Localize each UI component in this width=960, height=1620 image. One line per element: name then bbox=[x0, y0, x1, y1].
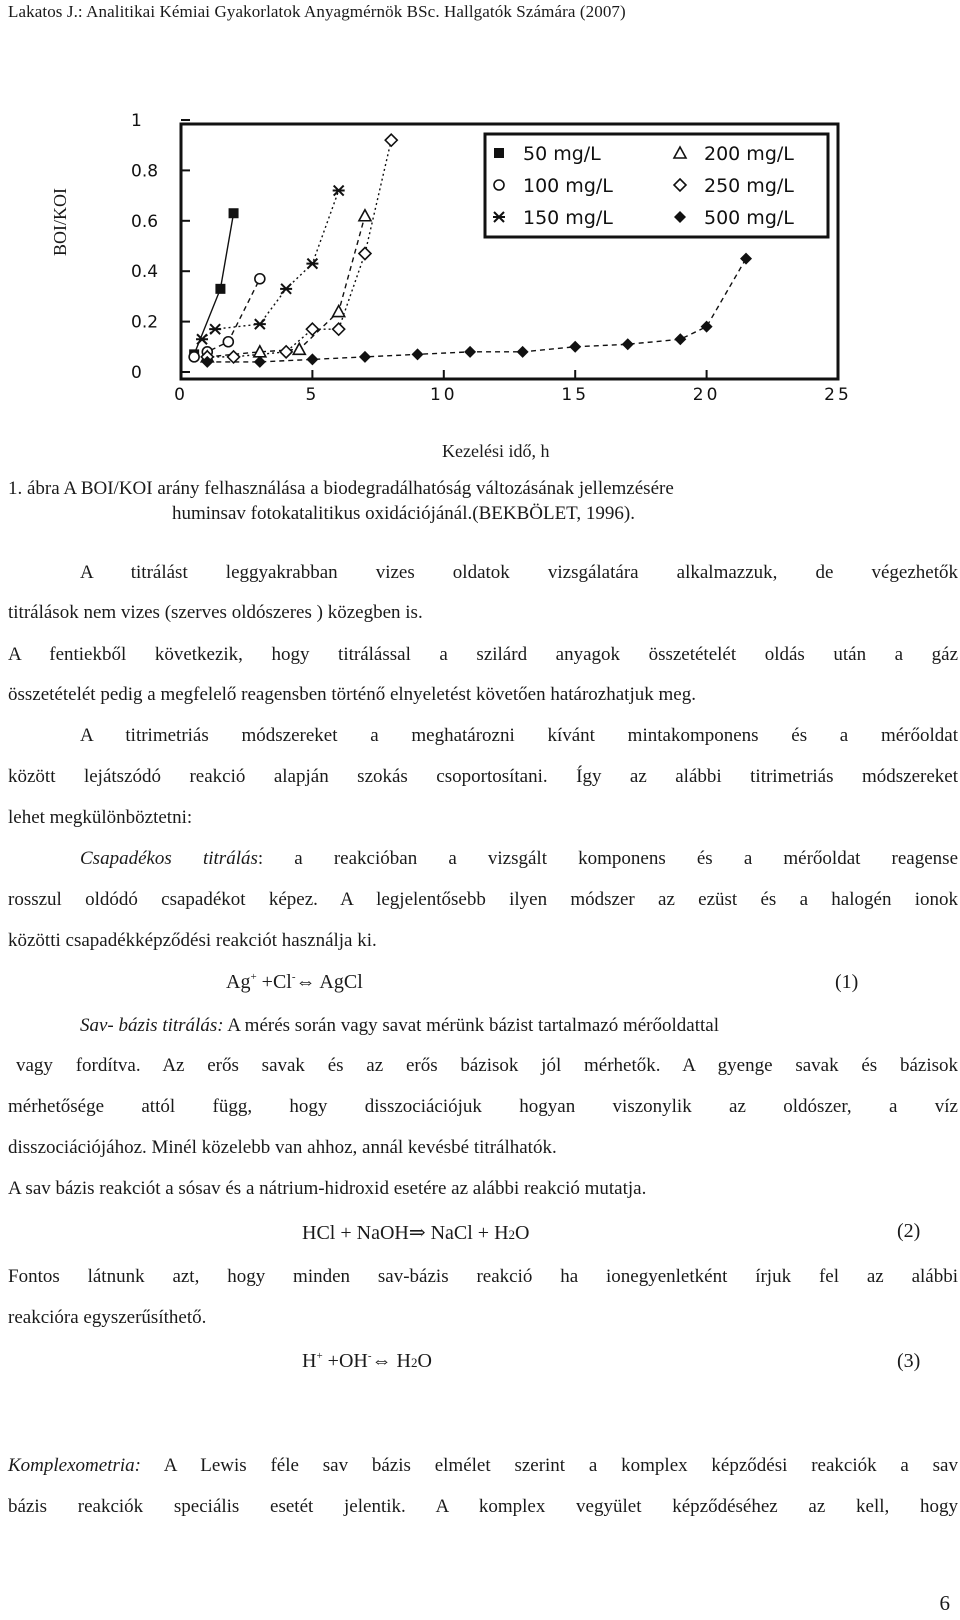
series-line bbox=[194, 213, 233, 354]
data-point bbox=[622, 338, 634, 350]
data-point bbox=[464, 346, 476, 358]
legend-marker bbox=[494, 148, 504, 158]
page-number: 6 bbox=[939, 1591, 950, 1615]
p7-line-2: reakcióra egyszerűsíthető. bbox=[8, 1307, 207, 1328]
data-point bbox=[359, 210, 371, 221]
p6: A sav bázis reakciót a sósav és a nátrium-hidroxid esetére az alábbi reakció mutatja. bbox=[8, 1178, 647, 1199]
p4-line-2: rosszul oldódó csapadékot képez. A legjelentősebb ilyen módszer az ezüst és a halogén ionok bbox=[8, 889, 958, 910]
x-tick-label: 5 bbox=[305, 385, 320, 405]
x-tick-label: 15 bbox=[561, 385, 590, 405]
data-point bbox=[306, 323, 318, 335]
x-tick-label: 10 bbox=[429, 385, 458, 405]
chart-legend bbox=[485, 134, 828, 237]
legend-label: 50 mg/L bbox=[523, 143, 601, 165]
data-point bbox=[359, 351, 371, 363]
p4-line-3: közötti csapadékképződési reakciót használja ki. bbox=[8, 930, 377, 951]
legend-label: 250 mg/L bbox=[704, 175, 794, 197]
data-point bbox=[255, 274, 265, 284]
p2-line-2: összetételét pedig a megfelelő reagensben történő elnyeletést követően határozhatjuk meg. bbox=[8, 684, 696, 705]
series-line bbox=[207, 216, 365, 357]
legend-label: 100 mg/L bbox=[523, 175, 613, 197]
data-point bbox=[209, 324, 221, 334]
legend-marker bbox=[494, 180, 504, 190]
data-point bbox=[740, 253, 752, 265]
data-point bbox=[254, 319, 266, 329]
x-tick-label: 20 bbox=[692, 385, 721, 405]
data-point bbox=[359, 248, 371, 260]
data-point bbox=[215, 284, 225, 294]
data-point bbox=[229, 208, 239, 218]
data-point bbox=[701, 321, 713, 333]
p1-line-1: A titrálást leggyakrabban vizes oldatok vizsgálatára alkalmazzuk, de végezhetők bbox=[80, 562, 958, 583]
data-point bbox=[333, 186, 345, 196]
p4-line-1-rest: : a reakcióban a vizsgált komponens és a mérőoldat reagense bbox=[257, 848, 958, 869]
y-tick-label: 1 bbox=[131, 111, 142, 131]
data-point bbox=[280, 284, 292, 294]
data-point bbox=[333, 306, 345, 317]
legend-marker bbox=[493, 212, 505, 222]
p3-line-3: lehet megkülönböztetni: bbox=[8, 807, 193, 828]
p7-line-1: Fontos látnunk azt, hogy minden sav-bázis reakció ha ionegyenletként írjuk fel az alábbi bbox=[8, 1266, 958, 1287]
p5-line-4: disszociációjához. Minél közelebb van ahhoz, annál kevésbé titrálhatók. bbox=[8, 1137, 557, 1158]
legend-label: 150 mg/L bbox=[523, 207, 613, 229]
caption-line-1: 1. ábra A BOI/KOI arány felhasználása a biodegradálhatóság változásának jellemzésére bbox=[8, 478, 674, 499]
y-tick-label: 0.8 bbox=[131, 161, 159, 182]
y-tick-label: 0.6 bbox=[131, 211, 159, 232]
legend-marker bbox=[674, 147, 686, 158]
y-tick-label: 0.2 bbox=[131, 312, 159, 333]
series-line bbox=[202, 191, 339, 340]
legend-marker bbox=[674, 179, 686, 191]
data-point bbox=[517, 346, 529, 358]
x-axis-label: Kezelési idő, h bbox=[442, 441, 550, 461]
term-csapadekos: Csapadékos titrálás bbox=[80, 848, 258, 869]
data-point bbox=[254, 356, 266, 368]
p3-line-1: A titrimetriás módszereket a meghatározni kívánt mintakomponens és a mérőoldat bbox=[80, 725, 958, 746]
p5-line-2: vagy fordítva. Az erős savak és az erős bázisok jól mérhetők. A gyenge savak és bázisok bbox=[16, 1055, 958, 1076]
equation-1: Ag+ +Cl-⇔ AgCl bbox=[226, 971, 363, 993]
p8-line-2: bázis reakciók speciális esetét jelentik. A komplex vegyület képződéséhez az kell, hogy bbox=[8, 1496, 958, 1517]
x-tick-label: 25 bbox=[824, 385, 852, 405]
equation-3-number: (3) bbox=[897, 1350, 921, 1372]
equation-1-number: (1) bbox=[835, 971, 859, 993]
data-point bbox=[674, 333, 686, 345]
data-point bbox=[306, 259, 318, 269]
data-point bbox=[385, 134, 397, 146]
legend-marker bbox=[674, 211, 686, 223]
legend-label: 500 mg/L bbox=[704, 207, 794, 229]
y-axis-label: BOI/KOI bbox=[50, 188, 70, 256]
series-line bbox=[207, 259, 746, 362]
data-point bbox=[223, 337, 233, 347]
p3-line-2: között lejátszódó reakció alapján szokás csoportosítani. Így az alábbi titrimetriás módszereket bbox=[8, 766, 958, 787]
equation-3: H+ +OH-⇔ H2O bbox=[302, 1350, 432, 1372]
p5-line-1-rest: A mérés során vagy savat mérünk bázist tartalmazó mérőoldattal bbox=[223, 1015, 719, 1036]
p5-line-1 bbox=[8, 1013, 878, 1038]
caption-line-2: huminsav fotokatalitikus oxidációjánál.(BEKBÖLET, 1996). bbox=[172, 503, 635, 524]
p8-line-1-rest: A Lewis féle sav bázis elmélet szerint a komplex képződési reakciók a sav bbox=[140, 1455, 958, 1476]
data-point bbox=[569, 341, 581, 353]
page-header: Lakatos J.: Analitikai Kémiai Gyakorlatok Anyagmérnök BSc. Hallgatók Számára (2007) bbox=[8, 2, 626, 21]
p5-line-3: mérhetősége attól függ, hogy disszociációjuk hogyan viszonylik az oldószer, a víz bbox=[8, 1096, 958, 1117]
y-tick-label: 0 bbox=[131, 363, 142, 383]
data-point bbox=[228, 351, 240, 363]
term-komplexometria: Komplexometria: bbox=[8, 1455, 141, 1476]
p2-line-1: A fentiekből következik, hogy titrálással a szilárd anyagok összetételét oldás után a gáz bbox=[8, 644, 958, 665]
p8-line-1 bbox=[8, 1453, 958, 1478]
data-point bbox=[189, 352, 199, 362]
figure-caption bbox=[8, 476, 674, 526]
data-point bbox=[412, 348, 424, 360]
data-point bbox=[306, 353, 318, 365]
legend-label: 200 mg/L bbox=[704, 143, 794, 165]
p4-line-1 bbox=[8, 846, 958, 871]
boi-koi-chart bbox=[0, 0, 960, 440]
equation-2: HCl + NaOH⇒ NaCl + H2O bbox=[302, 1222, 530, 1244]
equation-2-number: (2) bbox=[897, 1220, 921, 1242]
y-tick-label: 0.4 bbox=[131, 262, 159, 283]
data-point bbox=[333, 323, 345, 335]
p1-line-2: titrálások nem vizes (szerves oldószeres ) közegben is. bbox=[8, 602, 423, 623]
x-tick-label: 0 bbox=[174, 385, 188, 405]
term-sav-bazis: Sav- bázis titrálás: bbox=[80, 1015, 224, 1036]
